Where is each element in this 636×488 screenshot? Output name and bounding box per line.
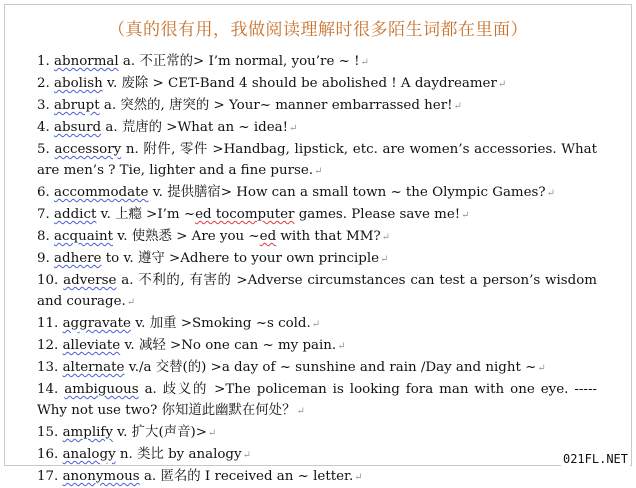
entry-number: 11. <box>37 316 59 331</box>
entry-meaning: 类比 <box>137 447 164 462</box>
vocabulary-list <box>37 51 597 488</box>
entry-meaning: 遵守 <box>137 251 165 266</box>
entry-example: I received an ~ letter. <box>200 469 354 484</box>
entry-meaning: 加重 <box>149 316 177 331</box>
entry-example: > CET-Band 4 should be abolished ! A daydreamer <box>148 76 497 91</box>
entry-pos: v. <box>107 76 118 91</box>
entry-example: >a day of ~ sunshine and rain /Day and night ~ <box>206 360 537 375</box>
entry-number: 4. <box>37 120 50 135</box>
entry-meaning: 附件, 零件 <box>143 142 208 157</box>
entry-number: 12. <box>37 338 59 353</box>
entry-example: >Smoking ~s cold. <box>176 316 311 331</box>
page-title: （真的很有用，我做阅读理解时很多陌生词都在里面） <box>108 20 528 40</box>
entry-pos: v. <box>117 425 128 440</box>
entry-pos: a. <box>105 120 118 135</box>
entry-number: 15. <box>37 425 59 440</box>
entry-meaning: 不利的, 有害的 <box>138 273 232 288</box>
entry-number: 9. <box>37 251 50 266</box>
entry-pos: a. <box>103 98 117 113</box>
paragraph-mark-icon: ↵ <box>242 450 251 461</box>
vocab-entry <box>37 226 597 248</box>
entry-word: alternate <box>62 360 125 375</box>
entry-pos: v./a <box>128 360 152 375</box>
entry-number: 16. <box>37 447 59 462</box>
entry-example-flagged: ed tocomputer <box>195 207 295 222</box>
entry-number: 14. <box>37 382 59 397</box>
entry-meaning: 扩大(声音) <box>131 425 196 440</box>
entry-number: 2. <box>37 76 50 91</box>
entry-number: 6. <box>37 185 50 200</box>
entry-number: 10. <box>37 273 59 288</box>
entry-word: aggravate <box>62 316 131 331</box>
vocab-entry <box>37 204 597 226</box>
entry-word: anonymous <box>62 469 140 484</box>
entry-pos: a. <box>144 382 157 397</box>
entry-meaning: 提供膳宿 <box>167 185 221 200</box>
entry-example-flagged: ed <box>259 229 277 244</box>
entry-number: 7. <box>37 207 50 222</box>
entry-meaning: 突然的, 唐突的 <box>120 98 210 113</box>
entry-word: analogy <box>62 447 116 462</box>
entry-example: >Adverse circumstances can test a person’s wisdom and courage. <box>37 273 598 309</box>
entry-pos: a. <box>143 469 157 484</box>
entry-word: abolish <box>54 76 103 91</box>
entry-number: 5. <box>37 142 50 157</box>
entry-meaning: 荒唐的 <box>121 120 163 135</box>
entry-pos: to v. <box>105 251 134 266</box>
entry-word: adverse <box>63 273 117 288</box>
entry-example: > <box>195 425 207 440</box>
paragraph-mark-icon: ↵ <box>537 363 546 374</box>
vocab-entry <box>37 139 597 182</box>
vocab-entry <box>37 357 597 379</box>
entry-meaning: 使熟悉 <box>131 229 172 244</box>
vocab-entry <box>37 73 597 95</box>
entry-meaning: 歧义的 <box>162 382 209 397</box>
paragraph-mark-icon: ↵ <box>497 79 507 90</box>
paragraph-mark-icon: ↵ <box>461 210 470 221</box>
entry-word: acquaint <box>54 229 113 244</box>
vocab-entry <box>37 182 597 204</box>
entry-word: accessory <box>54 142 122 157</box>
entry-pos: v. <box>124 338 135 353</box>
entry-meaning: 上瘾 <box>115 207 142 222</box>
entry-number: 13. <box>37 360 59 375</box>
paragraph-mark-icon: ↵ <box>296 406 305 417</box>
paragraph-mark-icon: ↵ <box>289 123 298 134</box>
vocab-entry <box>37 270 597 313</box>
vocab-entry <box>37 444 597 466</box>
entry-meaning: 废除 <box>121 76 149 91</box>
vocab-entry <box>37 335 597 357</box>
entry-example: games. Please save me! <box>294 207 461 222</box>
paragraph-mark-icon: ↵ <box>381 232 391 243</box>
entry-example: >Adhere to your own principle <box>164 251 380 266</box>
entry-meaning: 匿名的 <box>160 469 201 484</box>
entry-example: >The policeman is looking fora man with one eye. -----Why not use two? 你知道此幽默在何处？ <box>37 382 598 418</box>
paragraph-mark-icon: ↵ <box>314 166 323 177</box>
paragraph-mark-icon: ↵ <box>354 472 363 483</box>
entry-example: > I’m normal, you’re ~ ! <box>193 54 360 69</box>
paragraph-mark-icon: ↵ <box>126 297 136 308</box>
paragraph-mark-icon: ↵ <box>311 319 321 330</box>
entry-word: abnormal <box>54 54 119 69</box>
entry-example: >I’m ~ <box>141 207 196 222</box>
entry-word: adhere <box>54 251 102 266</box>
entry-example: by analogy <box>163 447 242 462</box>
site-watermark: 021FL.NET <box>562 452 628 466</box>
vocab-entry <box>37 422 597 444</box>
vocab-entry <box>37 117 597 139</box>
entry-meaning: 不正常的 <box>139 54 193 69</box>
entry-word: amplify <box>62 425 113 440</box>
entry-word: addict <box>54 207 97 222</box>
vocab-entry <box>37 379 597 422</box>
paragraph-mark-icon: ↵ <box>207 428 217 439</box>
paragraph-mark-icon: ↵ <box>360 57 369 68</box>
entry-pos: n. <box>125 142 139 157</box>
entry-number: 8. <box>37 229 50 244</box>
paragraph-mark-icon: ↵ <box>337 341 346 352</box>
entry-pos: v. <box>135 316 146 331</box>
entry-example: > Your~ manner embarrassed her! <box>209 98 453 113</box>
entry-word: alleviate <box>62 338 121 353</box>
vocab-entry <box>37 95 597 117</box>
entry-example: >What an ~ idea! <box>162 120 288 135</box>
paragraph-mark-icon: ↵ <box>453 101 462 112</box>
entry-pos: a. <box>121 273 134 288</box>
document-page <box>4 4 632 484</box>
vocab-entry <box>37 51 597 73</box>
entry-word: accommodate <box>54 185 149 200</box>
entry-number: 1. <box>37 54 50 69</box>
entry-pos: v. <box>100 207 111 222</box>
paragraph-mark-icon: ↵ <box>380 254 389 265</box>
entry-example: > How can a small town ~ the Olympic Games? <box>220 185 546 200</box>
entry-example: with that MM? <box>276 229 381 244</box>
vocab-entry <box>37 466 597 488</box>
entry-meaning: 交替(的) <box>155 360 207 375</box>
entry-example: > Are you ~ <box>171 229 260 244</box>
vocab-entry <box>37 248 597 270</box>
entry-word: absurd <box>54 120 102 135</box>
entry-pos: v. <box>152 185 163 200</box>
entry-pos: v. <box>117 229 128 244</box>
entry-word: abrupt <box>54 98 100 113</box>
entry-pos: n. <box>119 447 133 462</box>
entry-number: 17. <box>37 469 59 484</box>
entry-example: >Handbag, lipstick, etc. are women’s accessories. What are men’s ? Tie, lighter and a fine purse. <box>37 142 598 178</box>
entry-word: ambiguous <box>64 382 139 397</box>
paragraph-mark-icon: ↵ <box>546 188 555 199</box>
entry-example: >No one can ~ my pain. <box>165 338 337 353</box>
vocab-entry <box>37 313 597 335</box>
entry-pos: a. <box>122 54 136 69</box>
entry-number: 3. <box>37 98 50 113</box>
entry-meaning: 减轻 <box>138 338 166 353</box>
